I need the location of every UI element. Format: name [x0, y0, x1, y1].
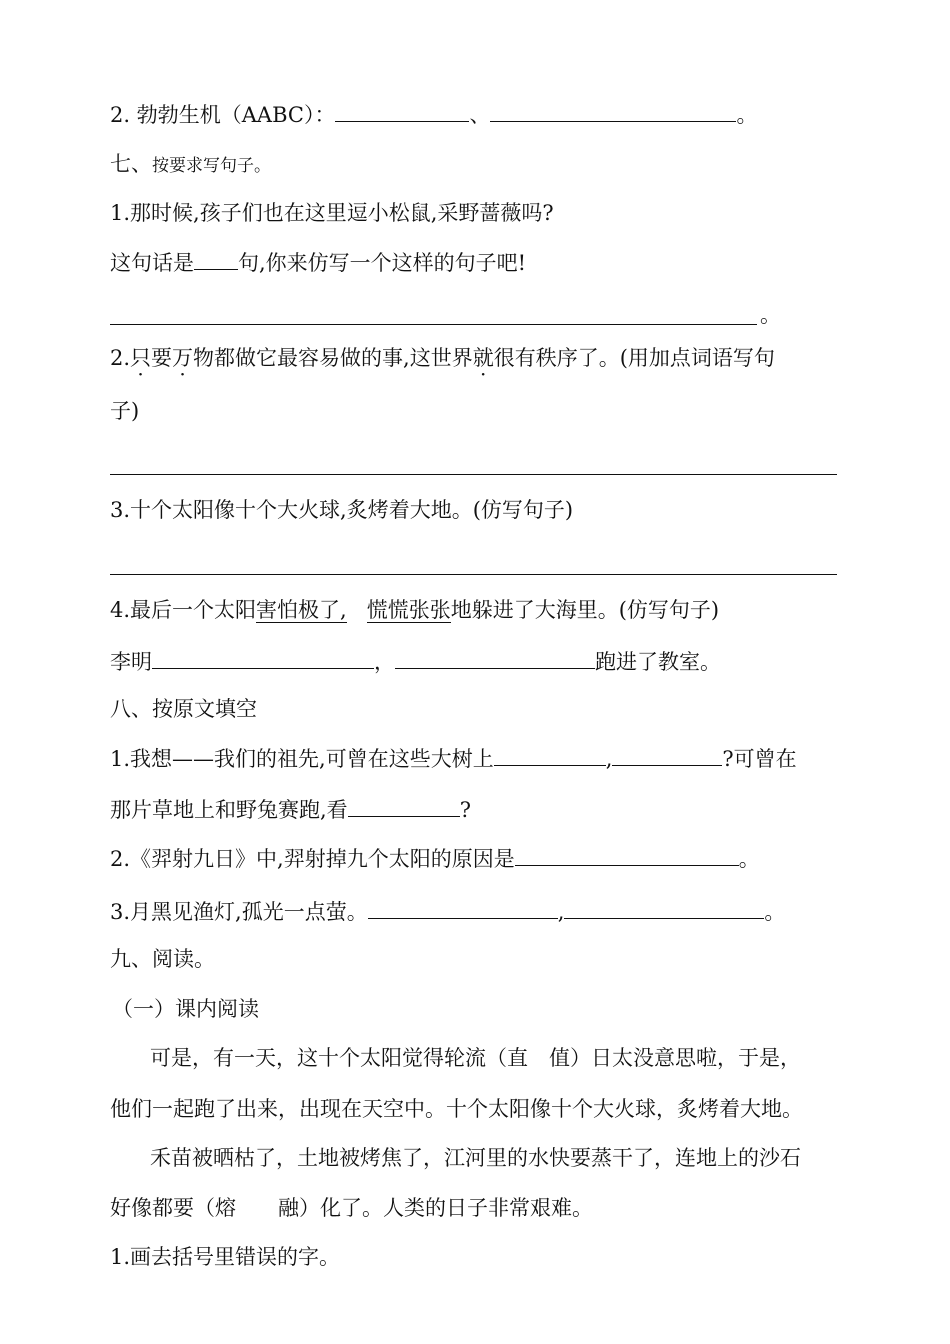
reading-para-1b: 他们一起跑了出来，出现在天空中。十个太阳像十个大火球，炙烤着大地。 [110, 1097, 803, 1121]
fill-1-blank-2[interactable] [612, 743, 722, 766]
aabc-blank-1[interactable] [335, 99, 469, 122]
section-7-heading: 七、按要求写句子。 [110, 152, 271, 176]
sentence-1-prompt: 这句话是 句,你来仿写一个这样的句子吧! [110, 247, 526, 278]
aabc-blank-2[interactable] [490, 99, 736, 122]
reading-question-1: 1.画去括号里错误的字。 [110, 1245, 341, 1269]
fill-1: 1.我想——我们的祖先,可曾在这些大树上 , ?可曾在 [110, 743, 797, 774]
sentence-2-cont: 子) [110, 399, 140, 423]
sentence-4-prompt: 李明 ， 跑进了教室。 [110, 646, 721, 677]
fill-3: 3.月黑见渔灯,孤光一点萤。 , 。 [110, 896, 785, 927]
reading-para-2b: 好像都要（熔 融）化了。人类的日子非常艰难。 [110, 1196, 593, 1220]
fill-1-cont: 那片草地上和野兔赛跑,看 ? [110, 794, 471, 825]
answer-line-1-end: 。 [760, 303, 781, 327]
reading-subheading: （一）课内阅读 [112, 997, 259, 1021]
sentence-1: 1.那时候,孩子们也在这里逗小松鼠,采野蔷薇吗? [110, 201, 554, 225]
answer-line-3[interactable] [110, 574, 837, 575]
underlined-phrase-1: 害怕极了, [256, 598, 347, 622]
section-9-heading: 九、阅读。 [110, 947, 215, 971]
underlined-phrase-2: 慌慌张张 [366, 598, 451, 622]
fill-1-blank-3[interactable] [348, 794, 460, 817]
sentence-type-blank[interactable] [194, 247, 238, 270]
fill-2-blank[interactable] [515, 843, 739, 866]
imitate-blank-2[interactable] [395, 646, 595, 669]
dotted-word-2: 万 [172, 346, 194, 370]
fill-3-blank-2[interactable] [564, 896, 764, 919]
fill-1-blank-1[interactable] [494, 743, 606, 766]
reading-para-1a: 可是，有一天，这十个太阳觉得轮流（直 值）日太没意思啦，于是， [150, 1046, 801, 1070]
dotted-word-3: 就 [472, 346, 494, 370]
dotted-word-1: 只 [130, 346, 152, 370]
reading-para-2a: 禾苗被晒枯了，土地被烤焦了，江河里的水快要蒸干了，连地上的沙石 [150, 1146, 801, 1170]
fill-3-blank-1[interactable] [368, 896, 558, 919]
answer-line-2[interactable] [110, 474, 837, 475]
imitate-blank-1[interactable] [152, 646, 374, 669]
sentence-2: 2.只要万物都做它最容易做的事,这世界就很有秩序了。(用加点词语写句 [110, 343, 775, 373]
sentence-3: 3.十个太阳像十个大火球,炙烤着大地。(仿写句子) [110, 498, 574, 522]
answer-line-1[interactable] [110, 324, 757, 325]
sentence-4: 4.最后一个太阳害怕极了, 慌慌张张地躲进了大海里。(仿写句子) [110, 598, 720, 622]
q-aabc: 2. 勃勃生机（AABC）： 、 。 [110, 99, 757, 130]
section-8-heading: 八、按原文填空 [110, 697, 257, 721]
fill-2: 2.《羿射九日》中,羿射掉九个太阳的原因是 。 [110, 843, 760, 874]
